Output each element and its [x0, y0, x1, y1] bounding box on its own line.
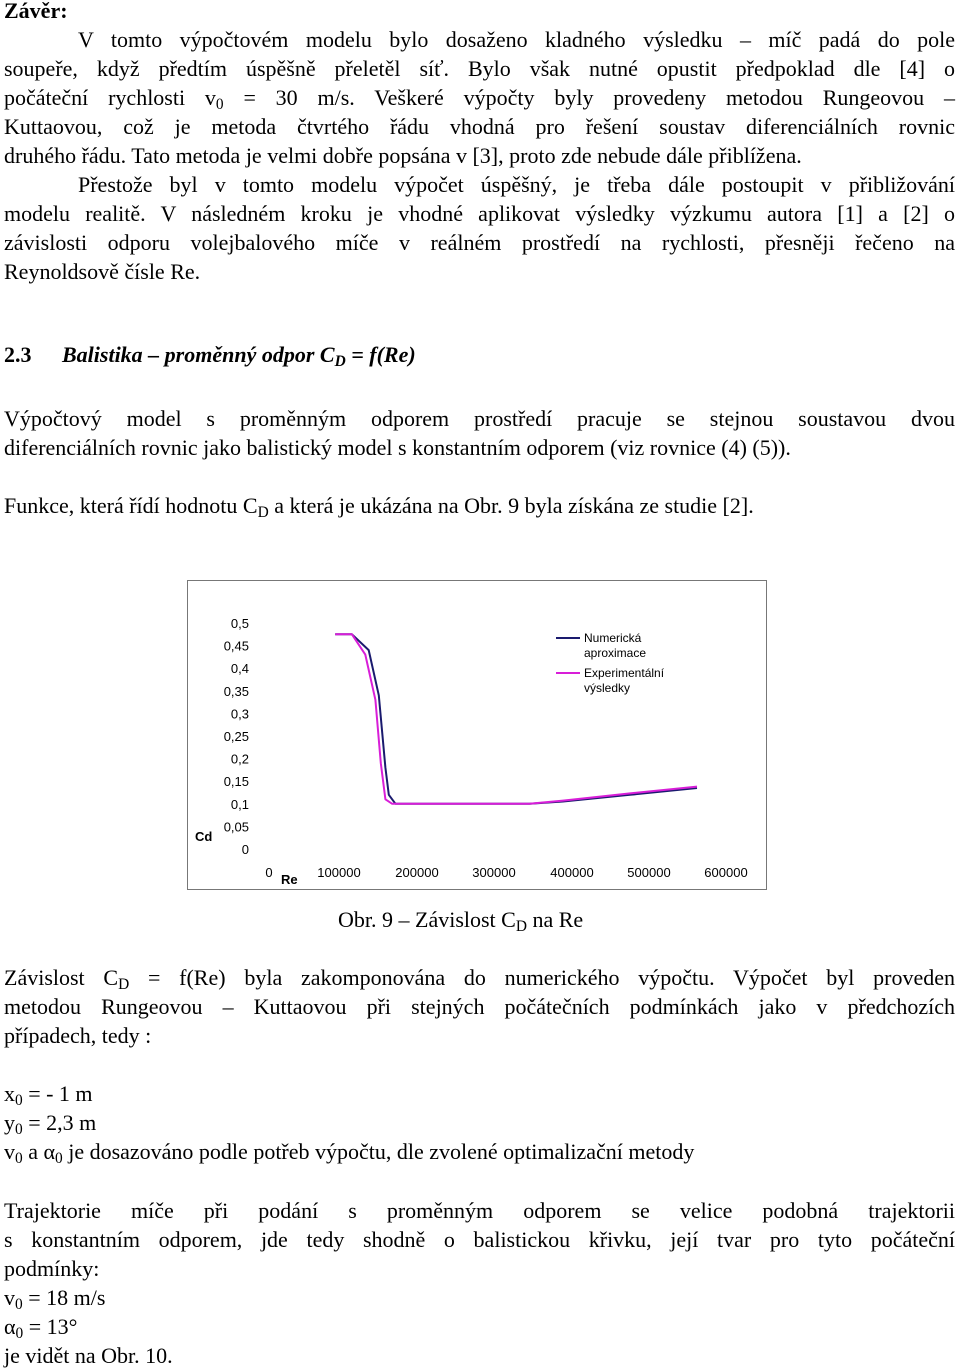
- text-fragment: Závislost C: [4, 965, 119, 990]
- conclusion-line-4: Kuttaovou, což je metoda čtvrtého řádu vhodná pro řešení soustav diferenciálních rovnic: [4, 114, 955, 139]
- subscript: 0: [15, 1091, 23, 1109]
- y-tick-label: 0,05: [223, 819, 249, 835]
- text-fragment: na Re: [526, 907, 584, 932]
- y-tick-label: 0,25: [223, 729, 249, 744]
- y-tick-label: 0,35: [223, 683, 249, 699]
- text-fragment: α: [4, 1314, 16, 1339]
- subscript: 0: [15, 1295, 23, 1313]
- text-fragment: je dosazováno podle potřeb výpočtu, dle zvolené optimalizační metody: [62, 1139, 695, 1164]
- section-title: [62, 340, 416, 369]
- condition-y0: [4, 1108, 96, 1137]
- text-fragment: x: [4, 1081, 15, 1106]
- text-fragment: v: [4, 1285, 15, 1310]
- body1-line-2: diferenciálních rovnic jako balistický model s konstantním odporem (viz rovnice (4) (5)).: [4, 435, 791, 460]
- conclusion-p2-line-2: modelu realitě. V následném kroku je vhodné aplikovat výsledky výzkumu autora [1] a [2] o: [4, 201, 955, 226]
- body4-v0: [4, 1283, 105, 1312]
- subscript: 0: [15, 1324, 24, 1342]
- x-tick-label: 100000: [317, 865, 361, 880]
- conclusion-p2-line-1: Přestože byl v tomto modelu výpočet úspěšný, je třeba dále postoupit v přibližování: [78, 172, 955, 197]
- text-fragment: v: [4, 1139, 15, 1164]
- chart-legend: [556, 631, 665, 695]
- conclusion-line-1: V tomto výpočtovém modelu bylo dosaženo kladného výsledku – míč padá do pole: [78, 27, 955, 52]
- subscript: 0: [215, 95, 224, 113]
- text-fragment: = f(Re): [345, 342, 416, 367]
- subscript: D: [334, 352, 346, 370]
- body4-last-line: je vidět na Obr. 10.: [4, 1343, 173, 1368]
- y-axis-label: Cd: [195, 829, 213, 844]
- x-tick-label: 600000: [704, 865, 748, 880]
- condition-v0-alpha0: [4, 1137, 694, 1166]
- y-tick-label: 0,2: [230, 751, 249, 767]
- y-tick-labels: [224, 616, 249, 857]
- legend-label: Numerická: [584, 631, 642, 645]
- body3-line-2: metodou Rungeovou – Kuttaovou při stejných počátečních podmínkách jako v předchozích: [4, 994, 955, 1019]
- body4-line-1: Trajektorie míče při podání s proměnným odporem se velice podobná trajektorii: [4, 1198, 955, 1223]
- x-tick-label: 0: [265, 865, 273, 880]
- figure-caption: [338, 905, 583, 934]
- conclusion-line-2: soupeře, když předtím úspěšně přeletěl síť. Bylo však nutné opustit předpoklad dle [4] o: [4, 56, 955, 81]
- text-fragment: y: [4, 1110, 15, 1135]
- text-fragment: Funkce, která řídí hodnotu C: [4, 493, 258, 518]
- conclusion-line-5: druhého řádu. Tato metoda je velmi dobře popsána v [3], proto zde nebude dále přiblížena.: [4, 143, 802, 168]
- text-fragment: = - 1 m: [22, 1081, 93, 1106]
- condition-x0: [4, 1079, 93, 1108]
- conclusion-heading: Závěr:: [4, 0, 68, 23]
- body3-line-1: [4, 963, 955, 992]
- text-fragment: = 18 m/s: [22, 1285, 106, 1310]
- x-tick-label: 200000: [395, 865, 439, 880]
- cd-re-chart: [187, 580, 767, 890]
- text-fragment: a α: [22, 1139, 55, 1164]
- text-fragment: = f(Re) byla zakomponována do numerického výpočtu. Výpočet byl proveden: [129, 965, 955, 990]
- text-fragment: = 30 m/s. Veškeré výpočty byly provedeny metodou Rungeovou –: [223, 85, 956, 110]
- subscript: D: [515, 917, 527, 935]
- text-fragment: Obr. 9 – Závislost C: [338, 907, 516, 932]
- x-tick-label: 300000: [472, 865, 516, 880]
- conclusion-p2-line-3: závislosti odporu volejbalového míče v reálném prostředí na rychlosti, přesněji řečeno na: [4, 230, 955, 255]
- y-tick-label: 0,4: [230, 661, 249, 677]
- body2-line: [4, 491, 754, 520]
- x-tick-label: 400000: [550, 865, 594, 880]
- legend-label: aproximace: [584, 646, 647, 660]
- subscript: D: [118, 975, 130, 993]
- text-fragment: = 2,3 m: [22, 1110, 97, 1135]
- subscript: 0: [55, 1149, 63, 1167]
- text-fragment: = 13°: [23, 1314, 78, 1339]
- y-tick-label: 0,1: [230, 796, 249, 812]
- y-tick-label: 0,15: [223, 774, 249, 790]
- subscript: 0: [15, 1120, 23, 1138]
- y-tick-label: 0,5: [230, 616, 249, 631]
- subscript: D: [257, 503, 269, 521]
- body3-line-3: případech, tedy :: [4, 1023, 152, 1048]
- legend-label: Experimentální: [584, 666, 665, 680]
- x-tick-label: 500000: [627, 865, 671, 880]
- conclusion-p2-line-4: Reynoldsově čísle Re.: [4, 259, 201, 284]
- text-fragment: a která je ukázána na Obr. 9 byla získána ze studie [2].: [268, 493, 754, 518]
- y-tick-label: 0,3: [230, 706, 249, 722]
- text-fragment: počáteční rychlosti v: [4, 85, 216, 110]
- body1-line-1: Výpočtový model s proměnným odporem prostředí pracuje se stejnou soustavou dvou: [4, 406, 955, 431]
- x-tick-labels: [265, 865, 747, 880]
- body4-line-2: s konstantním odporem, jde tedy shodně o balistickou křivku, její tvar pro tyto počáteční: [4, 1227, 955, 1252]
- subscript: 0: [15, 1149, 23, 1167]
- legend-label: výsledky: [584, 681, 631, 695]
- y-tick-label: 0: [241, 842, 249, 857]
- section-number: 2.3: [4, 342, 32, 367]
- body4-alpha0: [4, 1312, 77, 1341]
- x-axis-label: Re: [281, 872, 298, 887]
- text-fragment: Balistika – proměnný odpor C: [62, 342, 335, 367]
- body4-line-3: podmínky:: [4, 1256, 100, 1281]
- conclusion-line-3: [4, 83, 955, 112]
- y-tick-label: 0,45: [223, 638, 249, 654]
